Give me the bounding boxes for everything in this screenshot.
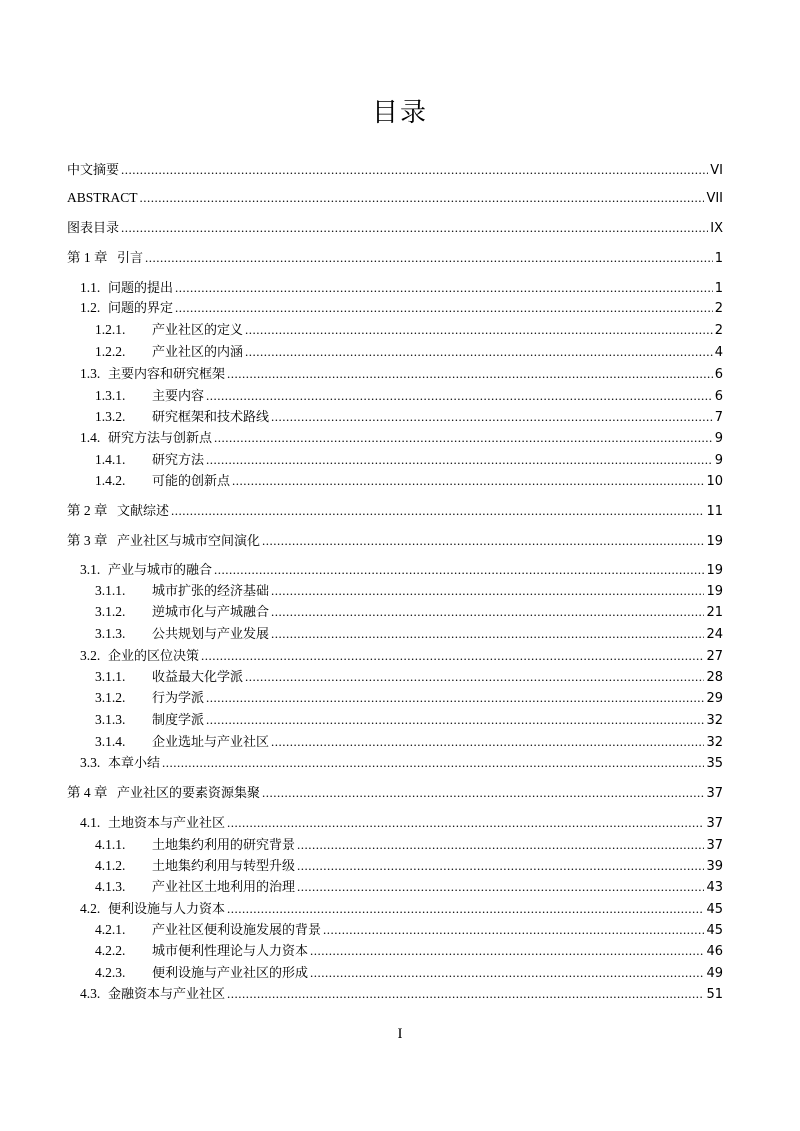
toc-entry-page: 1	[714, 281, 723, 296]
toc-entry-number: 3.2.	[80, 648, 101, 663]
toc-entry-page: 4	[714, 345, 723, 360]
toc-entry-label: 行为学派	[152, 691, 205, 706]
toc-entry[interactable]	[95, 451, 723, 469]
toc-entry-label: 产业社区便利设施发展的背景	[152, 923, 322, 938]
dot-leader	[214, 429, 713, 447]
toc-entry-number: 4.2.1.	[95, 922, 126, 937]
toc-entry-label: ABSTRACT	[67, 190, 138, 205]
dot-leader	[232, 472, 704, 490]
toc-entry-label: 产业与城市的融合	[108, 563, 213, 578]
toc-entry-label: 便利设施与产业社区的形成	[152, 966, 309, 981]
dot-leader	[227, 900, 704, 918]
dot-leader	[121, 161, 708, 179]
toc-entry-number: 4.2.3.	[95, 965, 126, 980]
toc-entry-page: 19	[706, 563, 723, 578]
toc-entry-label: 研究方法	[152, 453, 205, 468]
dot-leader	[245, 343, 713, 361]
toc-entry[interactable]	[80, 985, 723, 1003]
toc-entry[interactable]	[95, 836, 723, 854]
dot-leader	[271, 408, 713, 426]
toc-entry-page: 45	[706, 923, 723, 938]
dot-leader	[175, 299, 713, 317]
toc-entry-label: 企业选址与产业社区	[152, 735, 270, 750]
toc-entry-page: 37	[706, 816, 723, 831]
toc-entry[interactable]	[95, 878, 723, 896]
toc-entry[interactable]	[67, 189, 723, 207]
toc-entry[interactable]	[95, 711, 723, 729]
toc-entry-page: 19	[706, 534, 723, 549]
toc-entry-label: 收益最大化学派	[152, 670, 244, 685]
toc-entry-number: 3.1.3.	[95, 712, 126, 727]
toc-entry-number: 3.1.3.	[95, 626, 126, 641]
toc-entry-number: 3.1.4.	[95, 734, 126, 749]
toc-entry[interactable]	[95, 472, 723, 490]
toc-entry-number: 4.1.3.	[95, 879, 126, 894]
toc-entry[interactable]	[95, 387, 723, 405]
page-title: 目录	[371, 98, 428, 128]
toc-entry[interactable]	[67, 219, 723, 237]
toc-entry-page: 7	[714, 410, 723, 425]
toc-entry-page: 9	[714, 431, 723, 446]
toc-entry-label: 引言	[117, 251, 144, 266]
toc-entry-label: 研究方法与创新点	[108, 431, 213, 446]
toc-entry-page: 43	[706, 880, 723, 895]
toc-entry-page: 35	[706, 756, 723, 771]
toc-entry-number: 1.4.1.	[95, 452, 126, 467]
toc-entry-number: 1.4.	[80, 430, 101, 445]
dot-leader	[271, 582, 704, 600]
toc-entry-number: 1.2.1.	[95, 322, 126, 337]
toc-entry-number: 1.3.1.	[95, 388, 126, 403]
dot-leader	[145, 249, 713, 267]
toc-entry[interactable]	[67, 532, 723, 550]
toc-entry-number: 4.1.1.	[95, 837, 126, 852]
toc-entry-number: 1.4.2.	[95, 473, 126, 488]
page-number: I	[397, 1026, 403, 1042]
toc-entry-label: 产业社区的要素资源集聚	[117, 786, 261, 801]
toc-entry[interactable]	[95, 603, 723, 621]
toc-entry[interactable]	[80, 429, 723, 447]
dot-leader	[271, 733, 704, 751]
toc-entry[interactable]	[95, 668, 723, 686]
toc-entry[interactable]	[67, 161, 723, 179]
toc-entry-page: VI	[710, 163, 723, 178]
toc-entry-number: 3.1.2.	[95, 604, 126, 619]
dot-leader	[262, 784, 704, 802]
toc-entry-label: 土地集约利用的研究背景	[152, 838, 296, 853]
dot-leader	[121, 219, 708, 237]
toc-entry-number: 第 2 章	[67, 503, 108, 518]
toc-entry-page: 19	[706, 584, 723, 599]
toc-entry-page: 45	[706, 902, 723, 917]
toc-entry-label: 问题的提出	[108, 281, 174, 296]
toc-entry-label: 产业社区的定义	[152, 323, 244, 338]
toc-entry[interactable]	[95, 321, 723, 339]
toc-entry-number: 4.2.2.	[95, 943, 126, 958]
toc-entry-page: 2	[714, 323, 723, 338]
toc-entry[interactable]	[95, 408, 723, 426]
toc-entry[interactable]	[67, 249, 723, 267]
dot-leader	[297, 857, 704, 875]
toc-entry-label: 产业社区的内涵	[152, 345, 244, 360]
toc-entry-page: 32	[706, 713, 723, 728]
toc-entry-number: 4.2.	[80, 901, 101, 916]
toc-entry-label: 企业的区位决策	[108, 649, 200, 664]
toc-entry-page: 51	[706, 987, 723, 1002]
toc-entry[interactable]	[95, 343, 723, 361]
dot-leader	[271, 603, 704, 621]
toc-entry-label: 产业社区与城市空间演化	[117, 534, 261, 549]
toc-entry-page: 2	[714, 301, 723, 316]
dot-leader	[140, 189, 705, 207]
toc-entry-number: 3.1.2.	[95, 690, 126, 705]
toc-entry-page: 32	[706, 735, 723, 750]
toc-entry[interactable]	[80, 561, 723, 579]
toc-entry-label: 图表目录	[67, 221, 120, 236]
toc-entry[interactable]	[80, 279, 723, 297]
dot-leader	[227, 365, 713, 383]
toc-entry-page: 6	[714, 389, 723, 404]
toc-entry-label: 主要内容和研究框架	[108, 367, 226, 382]
toc-entry-page: 39	[706, 859, 723, 874]
toc-entry-label: 可能的创新点	[152, 474, 231, 489]
dot-leader	[171, 502, 704, 520]
dot-leader	[297, 836, 704, 854]
dot-leader	[245, 321, 713, 339]
toc-entry-label: 问题的界定	[108, 301, 174, 316]
dot-leader	[201, 647, 704, 665]
toc-entry-label: 城市便利性理论与人力资本	[152, 944, 309, 959]
toc-entry-number: 1.2.	[80, 300, 101, 315]
toc-entry-page: 37	[706, 838, 723, 853]
dot-leader	[245, 668, 704, 686]
toc-entry-label: 产业社区土地利用的治理	[152, 880, 296, 895]
toc-entry-label: 便利设施与人力资本	[108, 902, 226, 917]
toc-entry-page: VII	[706, 191, 723, 206]
toc-entry[interactable]	[95, 582, 723, 600]
dot-leader	[323, 921, 704, 939]
toc-entry[interactable]	[80, 365, 723, 383]
toc-entry-label: 土地资本与产业社区	[108, 816, 226, 831]
toc-entry-label: 文献综述	[117, 504, 170, 519]
dot-leader	[227, 814, 704, 832]
dot-leader	[297, 878, 704, 896]
toc-entry-label: 主要内容	[152, 389, 205, 404]
dot-leader	[162, 754, 704, 772]
toc-entry-number: 1.3.	[80, 366, 101, 381]
toc-entry[interactable]	[67, 502, 723, 520]
dot-leader	[206, 451, 713, 469]
toc-entry[interactable]	[67, 784, 723, 802]
toc-entry-label: 制度学派	[152, 713, 205, 728]
toc-entry-number: 4.1.	[80, 815, 101, 830]
toc-entry-number: 3.1.1.	[95, 583, 126, 598]
toc-entry-label: 土地集约利用与转型升级	[152, 859, 296, 874]
toc-entry-page: IX	[710, 221, 723, 236]
toc-entry-number: 1.1.	[80, 280, 101, 295]
toc-entry-page: 29	[706, 691, 723, 706]
toc-entry-number: 3.1.	[80, 562, 101, 577]
toc-entry-page: 10	[706, 474, 723, 489]
dot-leader	[175, 279, 713, 297]
toc-entry[interactable]	[80, 814, 723, 832]
toc-entry-label: 研究框架和技术路线	[152, 410, 270, 425]
toc-entry-label: 公共规划与产业发展	[152, 627, 270, 642]
dot-leader	[206, 689, 704, 707]
toc-entry[interactable]	[95, 689, 723, 707]
toc-entry-number: 3.3.	[80, 755, 101, 770]
toc-entry-label: 本章小结	[108, 756, 161, 771]
toc-entry[interactable]	[80, 647, 723, 665]
toc-entry-page: 11	[706, 504, 723, 519]
dot-leader	[310, 942, 704, 960]
toc-entry-label: 逆城市化与产城融合	[152, 605, 270, 620]
toc-entry-label: 城市扩张的经济基础	[152, 584, 270, 599]
toc-entry[interactable]	[95, 625, 723, 643]
toc-entry-number: 1.3.2.	[95, 409, 126, 424]
toc-entry-number: 1.2.2.	[95, 344, 126, 359]
toc-entry[interactable]	[95, 942, 723, 960]
dot-leader	[310, 964, 704, 982]
toc-entry-page: 21	[706, 605, 723, 620]
toc-entry-label: 金融资本与产业社区	[108, 987, 226, 1002]
toc-entry[interactable]	[80, 299, 723, 317]
dot-leader	[262, 532, 704, 550]
toc-entry[interactable]	[95, 857, 723, 875]
toc-entry[interactable]	[80, 900, 723, 918]
toc-entry[interactable]	[95, 733, 723, 751]
toc-entry-number: 4.3.	[80, 986, 101, 1001]
toc-entry-page: 1	[714, 251, 723, 266]
toc-entry[interactable]	[80, 754, 723, 772]
toc-entry-number: 第 1 章	[67, 250, 108, 265]
toc-entry-page: 37	[706, 786, 723, 801]
toc-entry-number: 4.1.2.	[95, 858, 126, 873]
dot-leader	[271, 625, 704, 643]
toc-entry-number: 3.1.1.	[95, 669, 126, 684]
toc-entry-number: 第 4 章	[67, 785, 108, 800]
toc-entry-label: 中文摘要	[67, 163, 120, 178]
toc-entry[interactable]	[95, 921, 723, 939]
toc-entry-page: 28	[706, 670, 723, 685]
dot-leader	[214, 561, 704, 579]
dot-leader	[206, 387, 713, 405]
toc-entry-page: 49	[706, 966, 723, 981]
dot-leader	[206, 711, 704, 729]
dot-leader	[227, 985, 704, 1003]
toc-entry-page: 24	[706, 627, 723, 642]
toc-entry-page: 46	[706, 944, 723, 959]
toc-entry-page: 9	[714, 453, 723, 468]
toc-entry-number: 第 3 章	[67, 533, 108, 548]
toc-entry-page: 6	[714, 367, 723, 382]
toc-entry[interactable]	[95, 964, 723, 982]
toc-entry-page: 27	[706, 649, 723, 664]
